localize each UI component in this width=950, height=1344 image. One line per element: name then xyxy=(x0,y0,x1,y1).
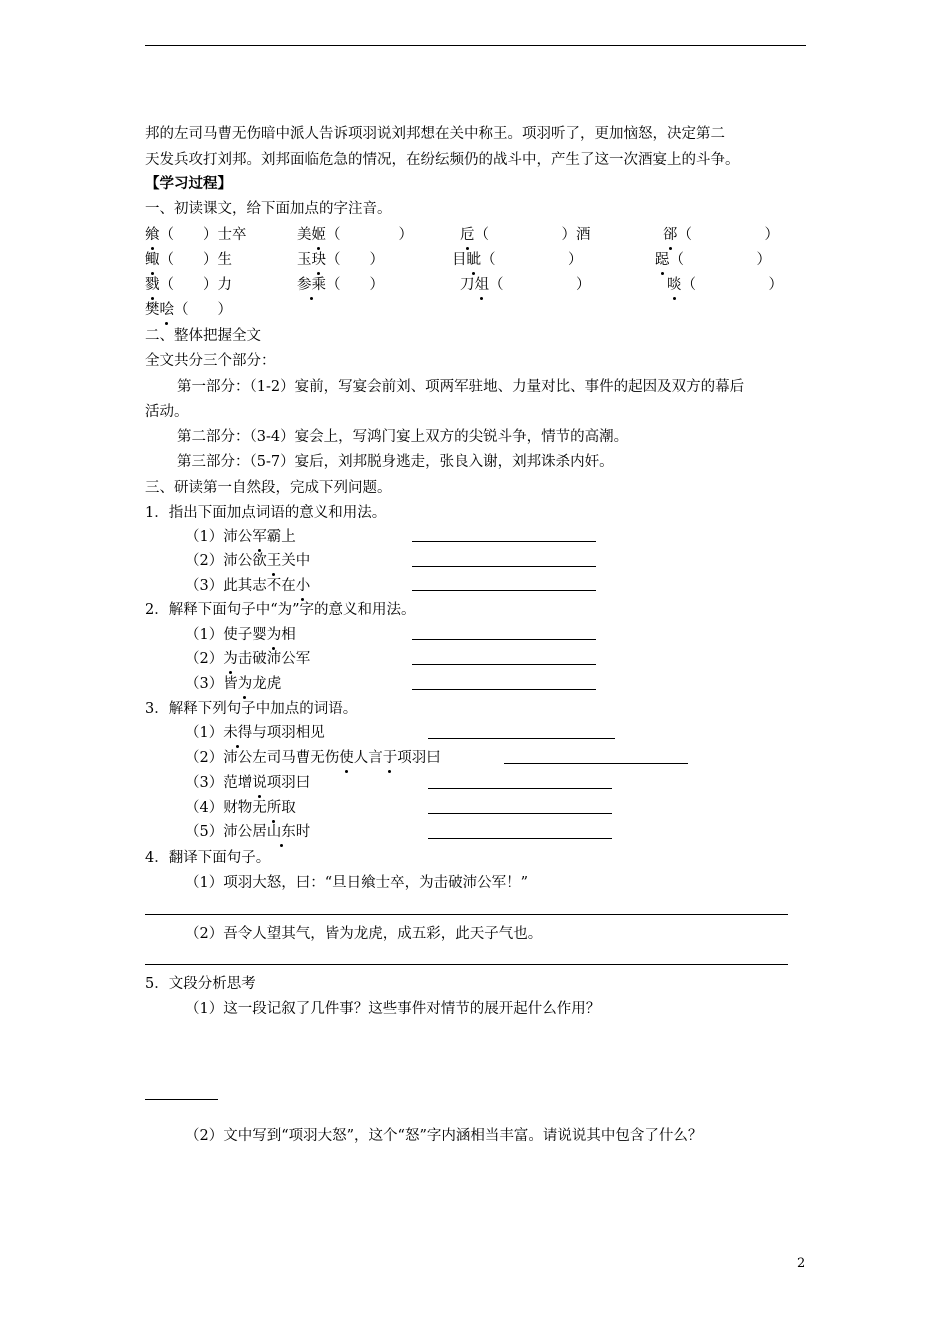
pinyin-item: 樊哙（ ） xyxy=(145,302,232,318)
answer-line[interactable] xyxy=(145,964,788,965)
analysis-question-2: （2）文中写到“项羽大怒”，这个“怒”字内涵相当丰富。请说说其中包含了什么？ xyxy=(185,1128,703,1144)
pinyin-item: 参乘（ ） xyxy=(297,277,384,293)
pinyin-item: 跽（ ） xyxy=(655,252,771,268)
question-3-item: （4）财物无所取 xyxy=(185,800,296,816)
translate-sentence-1: （1）项羽大怒，曰：“旦日飨士卒，为击破沛公军！” xyxy=(185,875,529,891)
answer-blank[interactable] xyxy=(428,738,615,739)
analysis-question-1: （1）这一段记叙了几件事？这些事件对情节的展开起什么作用？ xyxy=(185,1001,601,1017)
question-2-item: （3）皆为龙虎 xyxy=(185,676,282,692)
question-1-item: （3）此其志不在小 xyxy=(185,578,311,594)
question-1-item: （1）沛公军霸上 xyxy=(185,529,296,545)
pinyin-item: 刀俎（ ） xyxy=(460,277,591,293)
intro-line-1: 邦的左司马曹无伤暗中派人告诉项羽说刘邦想在关中称王。项羽听了，更加恼怒，决定第二 xyxy=(145,126,725,142)
answer-blank[interactable] xyxy=(412,590,596,591)
answer-blank[interactable] xyxy=(412,639,596,640)
part2-section-3: 第三部分：（5-7）宴后，刘邦脱身逃走，张良入谢，刘邦诛杀内奸。 xyxy=(177,454,614,470)
question-2-item: （2）为击破沛公军 xyxy=(185,651,311,667)
part2-section-1: 第一部分：（1-2）宴前，写宴会前刘、项两军驻地、力量对比、事件的起因及双方的幕后 xyxy=(177,379,745,395)
answer-blank[interactable] xyxy=(412,541,596,542)
answer-line[interactable] xyxy=(145,1099,218,1100)
answer-line[interactable] xyxy=(145,914,788,915)
answer-blank[interactable] xyxy=(428,788,612,789)
question-4-title: 4．翻译下面句子。 xyxy=(145,850,271,866)
part1-title: 一、初读课文，给下面加点的字注音。 xyxy=(145,201,392,217)
pinyin-item: 美姬（ ） xyxy=(297,227,413,243)
intro-line-2: 天发兵攻打刘邦。刘邦面临危急的情况，在纷纭频仍的战斗中，产生了这一次酒宴上的斗争。 xyxy=(145,152,740,168)
part2-section-1-cont: 活动。 xyxy=(145,404,189,420)
part2-title: 二、整体把握全文 xyxy=(145,328,261,344)
process-heading: 【学习过程】 xyxy=(145,175,232,192)
question-2-title: 2．解释下面句子中“为”字的意义和用法。 xyxy=(145,602,416,618)
page-number: 2 xyxy=(797,1256,806,1271)
pinyin-item: 啖（ ） xyxy=(667,277,783,293)
question-3-item: （5）沛公居山东时 xyxy=(185,824,311,840)
pinyin-item: 鲰（ ）生 xyxy=(145,252,232,268)
answer-blank[interactable] xyxy=(412,566,596,567)
part2-section-2: 第二部分：（3-4）宴会上，写鸿门宴上双方的尖锐斗争，情节的高潮。 xyxy=(177,429,629,445)
question-3-item: （3）范增说项羽曰 xyxy=(185,775,311,791)
answer-blank[interactable] xyxy=(428,838,612,839)
pinyin-item: 郤（ ） xyxy=(663,227,779,243)
question-3-item: （1）未得与项羽相见 xyxy=(185,725,325,741)
pinyin-item: 玉玦（ ） xyxy=(297,252,384,268)
question-2-item: （1）使子婴为相 xyxy=(185,627,296,643)
question-1-title: 1．指出下面加点词语的意义和用法。 xyxy=(145,505,387,521)
question-5-title: 5．文段分析思考 xyxy=(145,976,256,992)
pinyin-item: 飨（ ）士卒 xyxy=(145,227,247,243)
question-3-title: 3．解释下列句子中加点的词语。 xyxy=(145,701,358,717)
part3-title: 三、研读第一自然段，完成下列问题。 xyxy=(145,480,392,496)
translate-sentence-2: （2）吾令人望其气，皆为龙虎，成五彩，此天子气也。 xyxy=(185,926,543,942)
pinyin-item: 戮（ ）力 xyxy=(145,277,232,293)
pinyin-item: 卮（ ）酒 xyxy=(460,227,591,243)
part2-summary: 全文共分三个部分： xyxy=(145,353,276,369)
answer-blank[interactable] xyxy=(412,664,596,665)
question-1-item: （2）沛公欲王关中 xyxy=(185,553,311,569)
header-rule xyxy=(145,45,806,46)
answer-blank[interactable] xyxy=(504,763,688,764)
answer-blank[interactable] xyxy=(428,813,612,814)
pinyin-item: 目眦（ ） xyxy=(452,252,583,268)
answer-blank[interactable] xyxy=(412,689,596,690)
question-3-item: （2）沛公左司马曹无伤使人言于项羽曰 xyxy=(185,750,441,766)
